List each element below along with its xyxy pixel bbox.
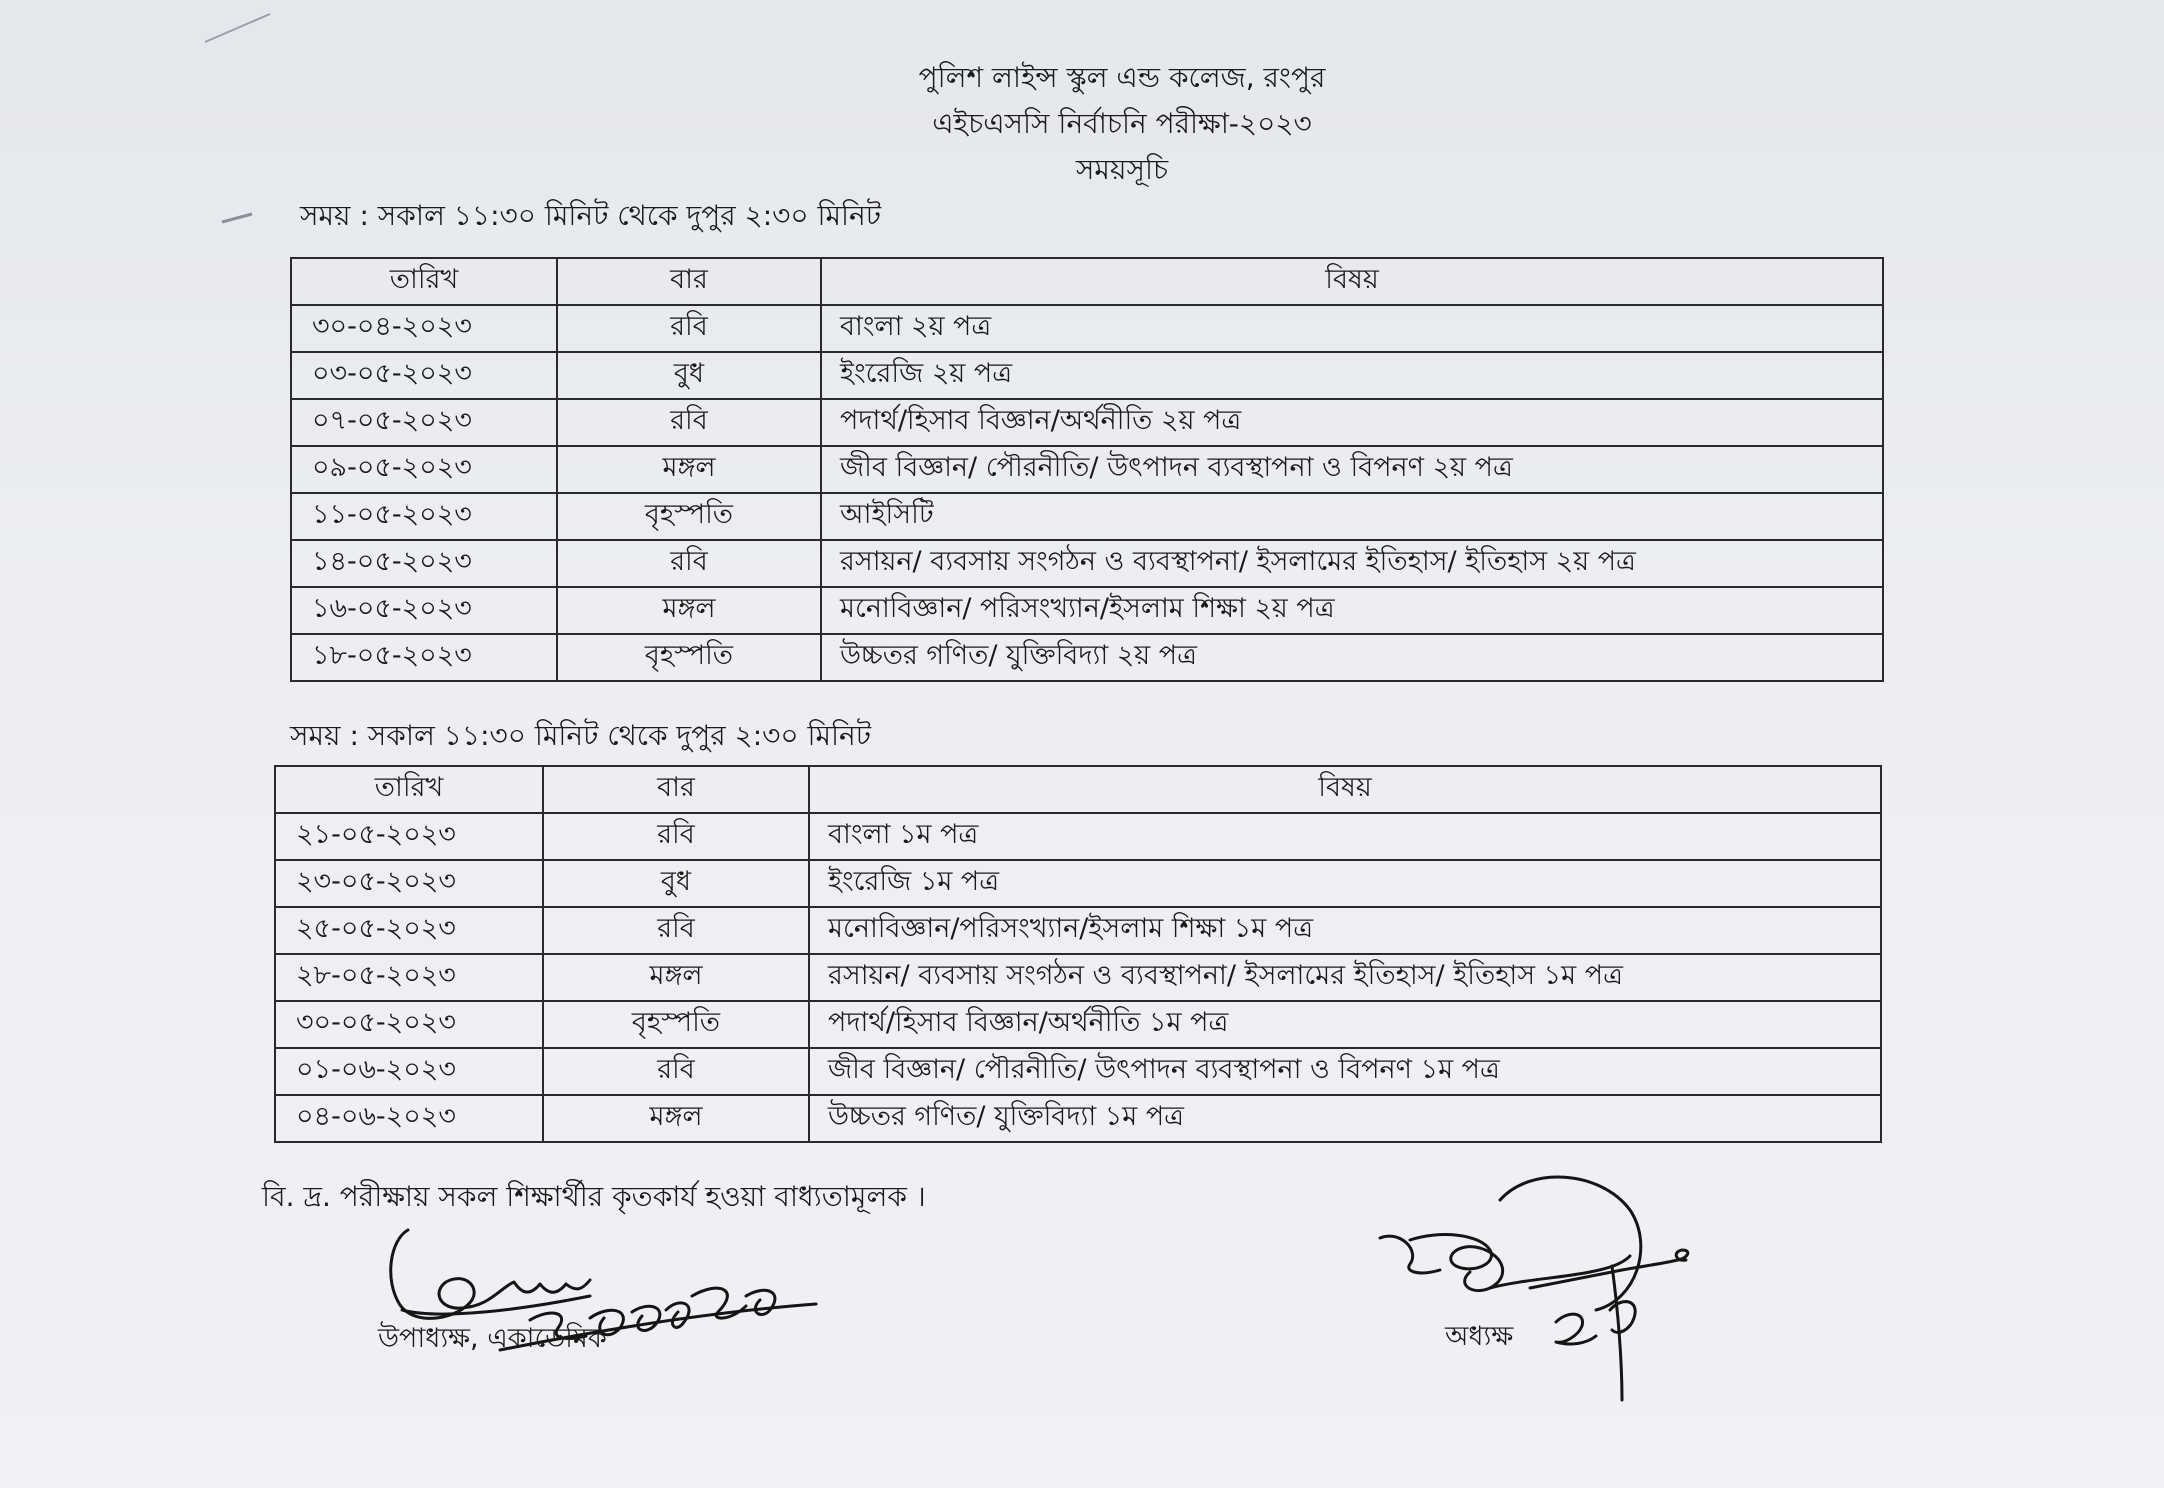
exam-subject: ইংরেজি ১ম পত্র xyxy=(809,860,1881,907)
exam-date: ০৪-০৬-২০২৩ xyxy=(275,1095,543,1142)
table-header-row xyxy=(291,258,1883,305)
table-row xyxy=(275,954,1881,1001)
exam-subject: বাংলা ২য় পত্র xyxy=(821,305,1883,352)
exam-day: রবি xyxy=(543,1048,809,1095)
table-row xyxy=(291,352,1883,399)
table-row xyxy=(275,813,1881,860)
exam-date: ০১-০৬-২০২৩ xyxy=(275,1048,543,1095)
exam-date: ০৯-০৫-২০২৩ xyxy=(291,446,557,493)
session-time-label: সময় : সকাল ১১:৩০ মিনিট থেকে দুপুর ২:৩০ মিনিট xyxy=(300,199,882,232)
exam-date: ২১-০৫-২০২৩ xyxy=(275,813,543,860)
exam-subject: রসায়ন/ ব্যবসায় সংগঠন ও ব্যবস্থাপনা/ ইসলামের ইতিহাস/ ইতিহাস ২য় পত্র xyxy=(821,540,1883,587)
exam-subject: মনোবিজ্ঞান/ পরিসংখ্যান/ইসলাম শিক্ষা ২য় পত্র xyxy=(821,587,1883,634)
exam-date: ২৩-০৫-২০২৩ xyxy=(275,860,543,907)
exam-subject: পদার্থ/হিসাব বিজ্ঞান/অর্থনীতি ১ম পত্র xyxy=(809,1001,1881,1048)
exam-subject: উচ্চতর গণিত/ যুক্তিবিদ্যা ১ম পত্র xyxy=(809,1095,1881,1142)
column-header-date: তারিখ xyxy=(275,766,543,813)
principal-signature xyxy=(1360,1160,1720,1410)
exam-title: এইচএসসি নির্বাচনি পরীক্ষা-২০২৩ xyxy=(932,107,1312,140)
exam-day: মঙ্গল xyxy=(557,446,821,493)
column-header-day: বার xyxy=(543,766,809,813)
table-row xyxy=(291,399,1883,446)
column-header-subject: বিষয় xyxy=(821,258,1883,305)
vice-principal-title: উপাধ্যক্ষ, একাডেমিক xyxy=(378,1323,607,1354)
exam-day: রবি xyxy=(557,540,821,587)
exam-day: বৃহস্পতি xyxy=(557,634,821,681)
exam-day: মঙ্গল xyxy=(557,587,821,634)
principal-title: অধ্যক্ষ xyxy=(1445,1321,1514,1352)
session-time-label: সময় : সকাল ১১:৩০ মিনিট থেকে দুপুর ২:৩০ মিনিট xyxy=(290,719,872,752)
exam-day: বৃহস্পতি xyxy=(543,1001,809,1048)
exam-day: বৃহস্পতি xyxy=(557,493,821,540)
exam-day: বুধ xyxy=(557,352,821,399)
exam-subject: পদার্থ/হিসাব বিজ্ঞান/অর্থনীতি ২য় পত্র xyxy=(821,399,1883,446)
pen-mark-top-left xyxy=(200,8,280,48)
exam-date: ০৩-০৫-২০২৩ xyxy=(291,352,557,399)
table-row xyxy=(275,1095,1881,1142)
exam-subject: জীব বিজ্ঞান/ পৌরনীতি/ উৎপাদন ব্যবস্থাপনা ও বিপনণ ২য় পত্র xyxy=(821,446,1883,493)
exam-subject: বাংলা ১ম পত্র xyxy=(809,813,1881,860)
table-row xyxy=(275,1048,1881,1095)
exam-subject: আইসিটি xyxy=(821,493,1883,540)
document-type: সময়সূচি xyxy=(1075,153,1169,186)
exam-date: ৩০-০৪-২০২৩ xyxy=(291,305,557,352)
exam-day: রবি xyxy=(557,399,821,446)
table-row xyxy=(291,540,1883,587)
exam-subject: জীব বিজ্ঞান/ পৌরনীতি/ উৎপাদন ব্যবস্থাপনা ও বিপনণ ১ম পত্র xyxy=(809,1048,1881,1095)
table-header-row xyxy=(275,766,1881,813)
table-row xyxy=(291,587,1883,634)
exam-day: রবি xyxy=(543,813,809,860)
column-header-subject: বিষয় xyxy=(809,766,1881,813)
exam-date: ০৭-০৫-২০২৩ xyxy=(291,399,557,446)
exam-date: ১১-০৫-২০২৩ xyxy=(291,493,557,540)
footnote: বি. দ্র. পরীক্ষায় সকল শিক্ষার্থীর কৃতকার্য হওয়া বাধ্যতামূলক । xyxy=(262,1180,926,1213)
table-row xyxy=(275,1001,1881,1048)
column-header-date: তারিখ xyxy=(291,258,557,305)
exam-date: ৩০-০৫-২০২৩ xyxy=(275,1001,543,1048)
exam-date: ১৪-০৫-২০২৩ xyxy=(291,540,557,587)
column-header-day: বার xyxy=(557,258,821,305)
table-row xyxy=(291,493,1883,540)
exam-subject: রসায়ন/ ব্যবসায় সংগঠন ও ব্যবস্থাপনা/ ইসলামের ইতিহাস/ ইতিহাস ১ম পত্র xyxy=(809,954,1881,1001)
table-row xyxy=(291,305,1883,352)
exam-subject: উচ্চতর গণিত/ যুক্তিবিদ্যা ২য় পত্র xyxy=(821,634,1883,681)
institution-name: পুলিশ লাইন্স স্কুল এন্ড কলেজ, রংপুর xyxy=(918,61,1326,94)
exam-date: ২৫-০৫-২০২৩ xyxy=(275,907,543,954)
schedule-table-second-paper xyxy=(290,257,1884,682)
table-row xyxy=(291,446,1883,493)
exam-day: মঙ্গল xyxy=(543,1095,809,1142)
exam-subject: মনোবিজ্ঞান/পরিসংখ্যান/ইসলাম শিক্ষা ১ম পত্র xyxy=(809,907,1881,954)
schedule-table-first-paper xyxy=(274,765,1882,1143)
exam-day: রবি xyxy=(557,305,821,352)
exam-date: ১৬-০৫-২০২৩ xyxy=(291,587,557,634)
table-row xyxy=(275,907,1881,954)
exam-date: ১৮-০৫-২০২৩ xyxy=(291,634,557,681)
exam-day: রবি xyxy=(543,907,809,954)
pen-mark-left xyxy=(218,208,258,228)
exam-day: মঙ্গল xyxy=(543,954,809,1001)
exam-day: বুধ xyxy=(543,860,809,907)
table-row xyxy=(291,634,1883,681)
exam-subject: ইংরেজি ২য় পত্র xyxy=(821,352,1883,399)
table-row xyxy=(275,860,1881,907)
exam-date: ২৮-০৫-২০২৩ xyxy=(275,954,543,1001)
